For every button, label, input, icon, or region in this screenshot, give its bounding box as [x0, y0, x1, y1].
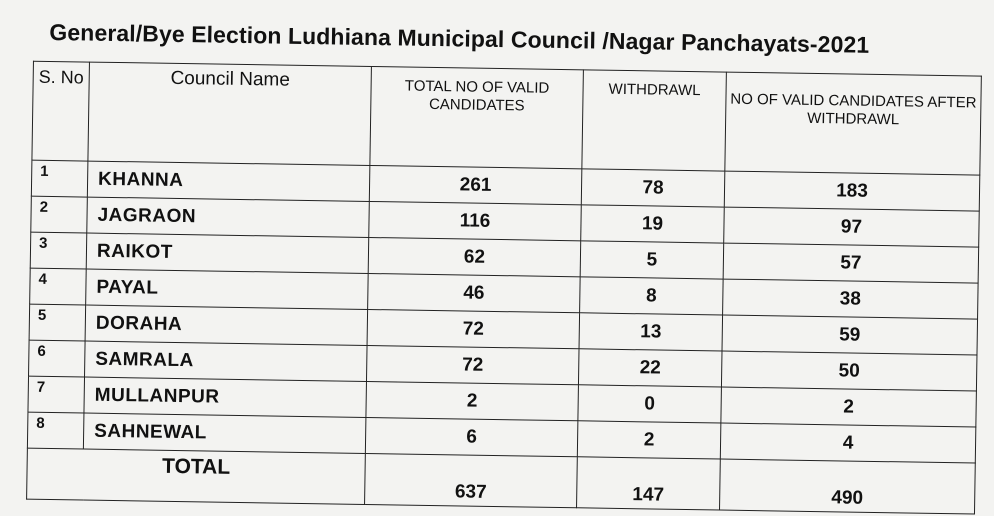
header-withdrawl: WITHDRAWL [582, 70, 727, 171]
row-sno: 5 [29, 304, 86, 341]
row-after: 50 [721, 351, 977, 391]
row-after: 38 [723, 279, 979, 319]
row-withdrawl: 78 [581, 169, 725, 207]
row-valid: 62 [368, 237, 581, 276]
row-withdrawl: 0 [578, 385, 722, 423]
row-council-name: MULLANPUR [84, 377, 367, 417]
row-withdrawl: 13 [579, 313, 723, 351]
header-total-valid: TOTAL NO OF VALID CANDIDATES [370, 67, 584, 169]
row-after: 2 [721, 387, 977, 427]
row-withdrawl: 8 [580, 277, 724, 315]
header-council-name: Council Name [88, 62, 372, 165]
row-council-name: KHANNA [87, 161, 370, 201]
election-table [26, 61, 982, 515]
row-council-name: DORAHA [85, 305, 368, 345]
row-sno: 3 [30, 232, 87, 269]
row-sno: 2 [31, 196, 88, 233]
row-after: 57 [723, 243, 979, 283]
row-after: 183 [724, 171, 980, 211]
row-after: 97 [724, 207, 980, 247]
row-council-name: JAGRAON [87, 197, 370, 237]
row-withdrawl: 22 [578, 349, 722, 387]
row-council-name: RAIKOT [86, 233, 369, 273]
row-valid: 2 [366, 381, 579, 420]
header-sno: S. No [32, 61, 90, 161]
page-title: General/Bye Election Ludhiana Municipal Council /Nagar Panchayats-2021 [49, 18, 870, 58]
row-council-name: SAMRALA [85, 341, 368, 381]
total-after: 490 [720, 459, 976, 514]
row-valid: 46 [368, 273, 581, 312]
row-valid: 72 [367, 309, 580, 348]
total-withdrawl: 147 [577, 457, 721, 510]
row-valid: 261 [369, 165, 582, 204]
row-sno: 1 [31, 160, 88, 197]
row-withdrawl: 2 [577, 421, 721, 459]
row-after: 4 [720, 423, 976, 463]
total-valid: 637 [365, 453, 578, 507]
row-sno: 8 [27, 412, 84, 449]
row-valid: 72 [366, 345, 579, 384]
row-withdrawl: 19 [581, 205, 725, 243]
row-council-name: SAHNEWAL [83, 413, 366, 453]
row-after: 59 [722, 315, 978, 355]
row-withdrawl: 5 [580, 241, 724, 279]
header-row [32, 61, 981, 175]
row-valid: 6 [365, 417, 578, 456]
header-valid-after-withdrawl: NO OF VALID CANDIDATES AFTER WITHDRAWL [725, 72, 982, 175]
row-valid: 116 [369, 201, 582, 240]
row-sno: 7 [28, 376, 85, 413]
total-label: TOTAL [27, 448, 366, 504]
row-sno: 4 [30, 268, 87, 305]
row-council-name: PAYAL [86, 269, 369, 309]
row-sno: 6 [29, 340, 86, 377]
